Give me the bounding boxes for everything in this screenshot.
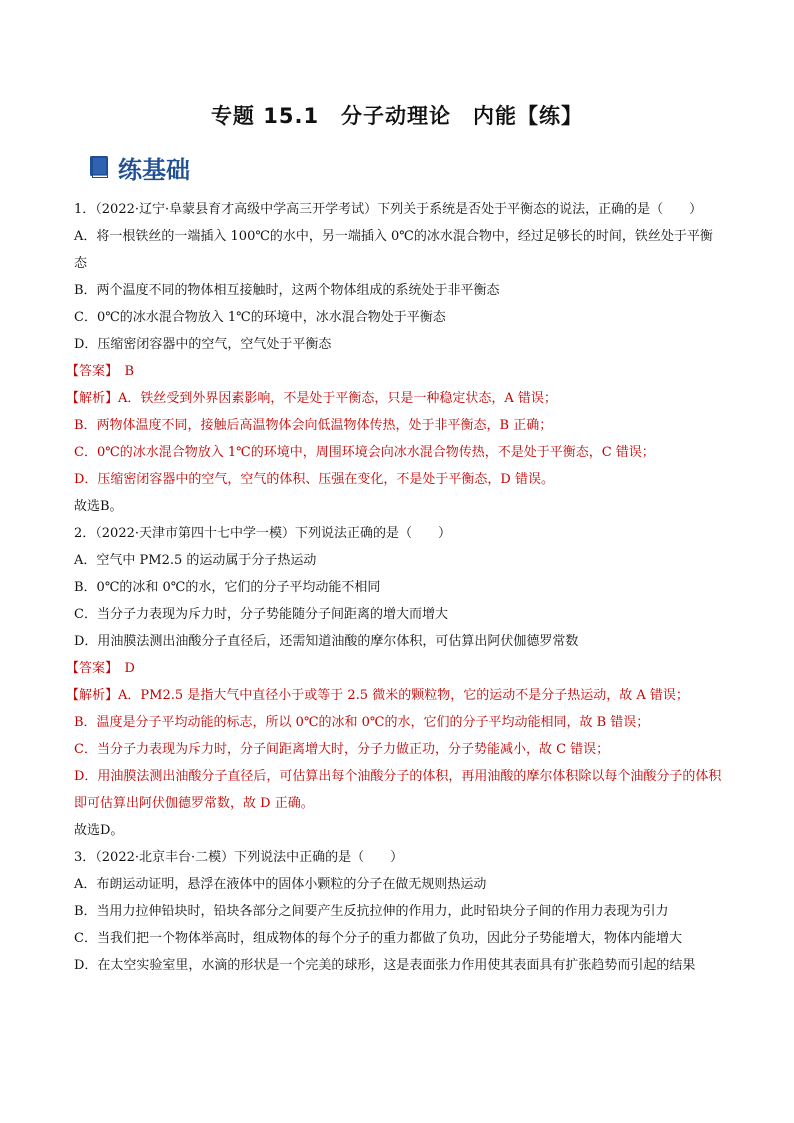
option-a: A．空气中 PM2.5 的运动属于分子热运动 [74, 553, 317, 568]
answer-line [66, 358, 724, 385]
option-a: A．布朗运动证明，悬浮在液体中的固体小颗粒的分子在做无规则热运动 [74, 877, 487, 892]
question-stem: 1．（2022·辽宁·阜蒙县育才高级中学高三开学考试）下列关于系统是否处于平衡态的说法，正确的是（ ） [74, 202, 703, 217]
page-title: 专题 15.1 分子动理论 内能【练】 [210, 104, 584, 128]
analysis-tag: 【解析】 [66, 688, 119, 703]
section-label: 练基础 [118, 155, 190, 184]
section-header [88, 150, 190, 184]
analysis-line: D．压缩密闭容器中的空气，空气的体积、压强在变化，不是处于平衡态，D 错误。 [74, 472, 554, 487]
option-c: C．0℃的冰水混合物放入 1℃的环境中，冰水混合物处于平衡态 [74, 310, 446, 325]
analysis-line [66, 385, 724, 412]
answer-value: B [124, 364, 135, 379]
conclusion: 故选D。 [74, 823, 124, 838]
option-d: D．在太空实验室里，水滴的形状是一个完美的球形，这是表面张力作用使其表面具有扩张趋势而引起的结果 [74, 958, 696, 973]
analysis-line: C．当分子力表现为斥力时，分子间距离增大时，分子力做正功，分子势能减小，故 C 错误； [74, 742, 610, 757]
analysis-line: B．两物体温度不同，接触后高温物体会向低温物体传热，处于非平衡态，B 正确； [74, 418, 553, 433]
option-b: B．当用力拉伸铅块时，铅块各部分之间要产生反抗拉伸的作用力，此时铅块分子间的作用力表现为引力 [74, 904, 669, 919]
analysis-line: B．温度是分子平均动能的标志，所以 0℃的冰和 0℃的水，它们的分子平均动能相同，故 B 错误； [74, 715, 650, 730]
analysis-line: C．0℃的冰水混合物放入 1℃的环境中，周围环境会向冰水混合物传热，不是处于平衡态，C 错误； [74, 445, 655, 460]
book-icon [88, 154, 112, 180]
option-b: B．两个温度不同的物体相互接触时，这两个物体组成的系统处于非平衡态 [74, 283, 500, 298]
question-1 [66, 196, 724, 520]
analysis-line: D．用油膜法测出油酸分子直径后，可估算出每个油酸分子的体积，再用油酸的摩尔体积除以每个油酸分子的体积即可估算出阿伏伽德罗常数，故 D 正确。 [74, 769, 722, 811]
analysis-line [66, 682, 724, 709]
question-3 [74, 844, 724, 979]
question-2 [66, 520, 724, 844]
question-list [66, 196, 724, 979]
option-d: D．压缩密闭容器中的空气，空气处于平衡态 [74, 337, 332, 352]
question-stem: 2．（2022·天津市第四十七中学一模）下列说法正确的是（ ） [74, 526, 451, 541]
analysis-text: A．PM2.5 是指大气中直径小于或等于 2.5 微米的颗粒物，它的运动不是分子热运动，故 A 错误； [118, 688, 689, 703]
analysis-text: A．铁丝受到外界因素影响，不是处于平衡态，只是一种稳定状态，A 错误； [118, 391, 557, 406]
option-c: C．当我们把一个物体举高时，组成物体的每个分子的重力都做了负功，因此分子势能增大，物体内能增大 [74, 931, 682, 946]
question-stem: 3．（2022·北京丰台·二模）下列说法中正确的是（ ） [74, 850, 404, 865]
option-a: A．将一根铁丝的一端插入 100℃的水中，另一端插入 0℃的冰水混合物中，经过足够长的时间，铁丝处于平衡态 [74, 229, 713, 271]
option-b: B．0℃的冰和 0℃的水，它们的分子平均动能不相同 [74, 580, 381, 595]
answer-value: D [124, 661, 135, 676]
answer-tag: 【答案】 [66, 364, 112, 379]
answer-tag: 【答案】 [66, 661, 112, 676]
analysis-tag: 【解析】 [66, 391, 119, 406]
answer-line [66, 655, 724, 682]
option-c: C．当分子力表现为斥力时，分子势能随分子间距离的增大而增大 [74, 607, 448, 622]
option-d: D．用油膜法测出油酸分子直径后，还需知道油酸的摩尔体积，可估算出阿伏伽德罗常数 [74, 634, 579, 649]
conclusion: 故选B。 [74, 499, 123, 514]
